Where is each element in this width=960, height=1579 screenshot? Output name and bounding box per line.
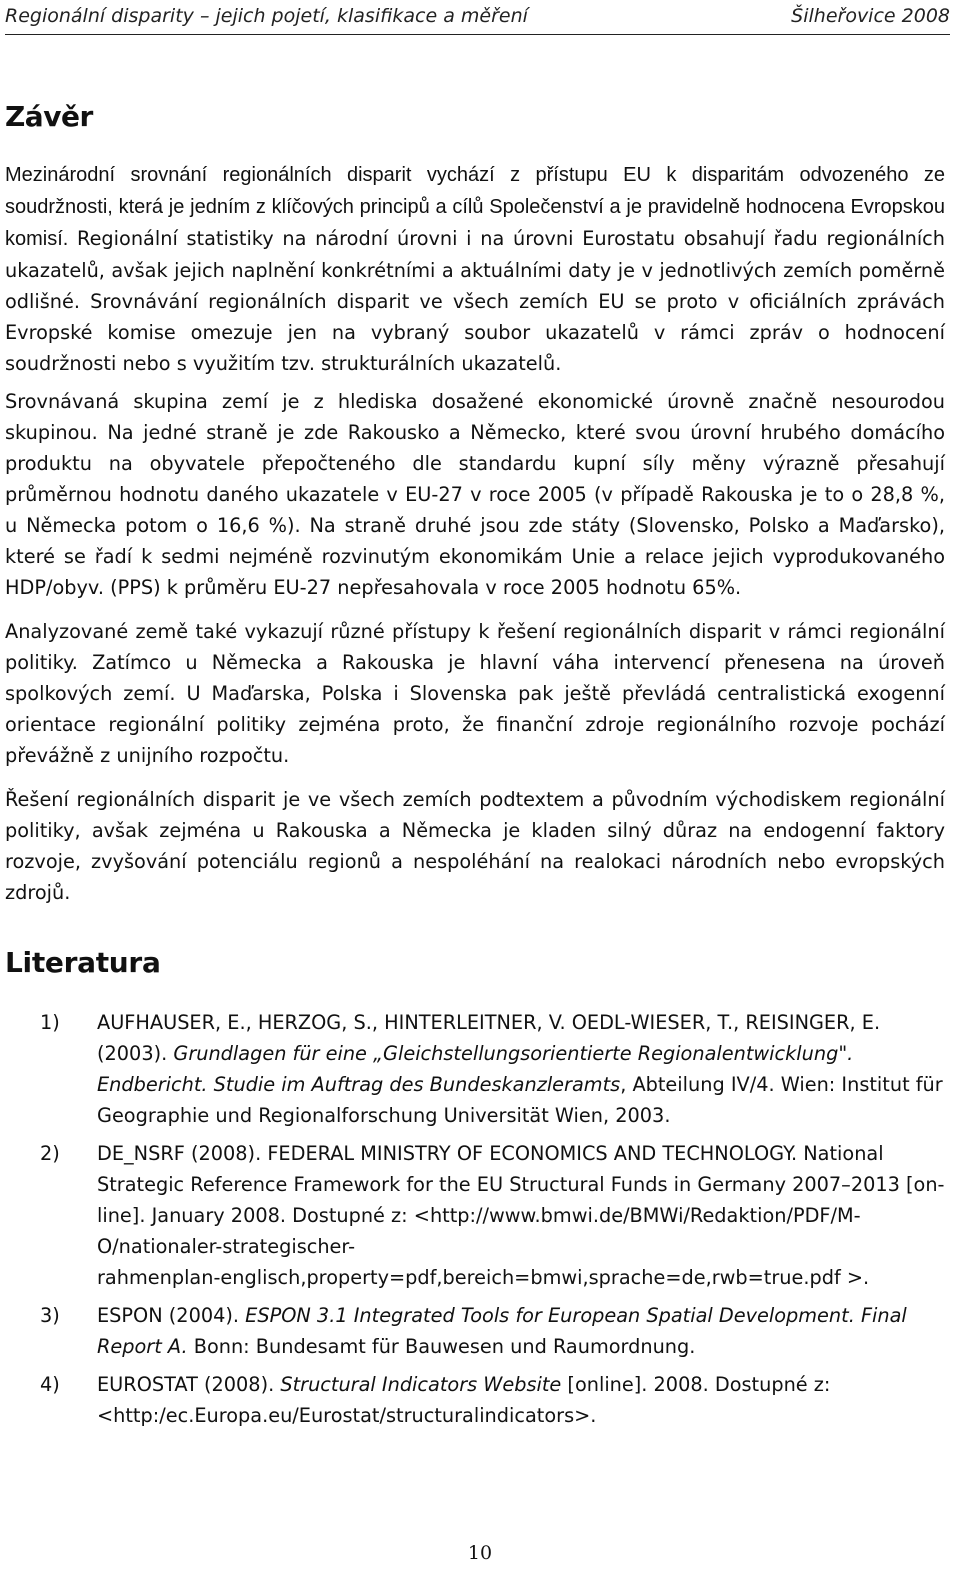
page-number: 10 [467, 1542, 493, 1564]
section-title-literature: Literatura [5, 946, 161, 979]
reference-text: DE_NSRF (2008). FEDERAL MINISTRY OF ECONOMICS AND TECHNOLOGY. National Strategic Reference Framework for the EU Structural Funds in Germany 2007–2013 [on-line]. January 2008. Dostupné z: <http://www.bmwi.de/BMWi/Redaktion/PDF/M-O/nationaler-strategischer- [97, 1142, 945, 1258]
reference-url-continued: rahmenplan-englisch,property=pdf,bereich=bmwi,sprache=de,rwb=true.pdf >. [97, 1266, 870, 1289]
section-title-conclusion: Závěr [5, 100, 93, 133]
reference-item [5, 1369, 945, 1431]
reference-title: Grundlagen für eine „Gleichstellungsorientierte Regionalentwicklung". Endbericht. Studie im Auftrag des Bundeskanzleramts [97, 1042, 854, 1096]
paragraph-1 [5, 159, 945, 379]
reference-item [5, 1138, 945, 1293]
reference-authors: ESPON (2004). [97, 1304, 246, 1327]
reference-number: 4) [40, 1373, 60, 1396]
reference-number: 1) [40, 1011, 60, 1034]
paragraph-3: Analyzované země také vykazují různé přístupy k řešení regionálních disparit v rámci regionální politiky. Zatímco u Německa a Rakouska je hlavní váha intervencí přenesena na úroveň spolkových zemí. U Maďarska, Polska i Slovenska pak ještě převládá centralistická exogenní orientace regionální politiky zejména proto, že finanční zdroje regionálního rozvoje pochází převážně z unijního rozpočtu. [5, 620, 945, 767]
reference-details: Bonn: Bundesamt für Bauwesen und Raumordnung. [187, 1335, 696, 1358]
reference-details: [online]. 2008. Dostupné z: <http:/ec.Europa.eu/Eurostat/structuralindicators>. [97, 1373, 831, 1427]
reference-authors: AUFHAUSER, E., HERZOG, S., HINTERLEITNER, V. OEDL-WIESER, T., REISINGER, E. (2003). [97, 1011, 881, 1065]
reference-title: ESPON 3.1 Integrated Tools for European Spatial Development. Final Report A. [97, 1304, 907, 1358]
header-event: Šilheřovice 2008 [791, 5, 950, 27]
reference-list [5, 1007, 945, 1431]
reference-number: 2) [40, 1142, 60, 1165]
reference-item [5, 1007, 945, 1131]
paragraph-4: Řešení regionálních disparit je ve všech zemích podtextem a původním východiskem regionální politiky, avšak zejména u Rakouska a Německa je kladen silný důraz na endogenní faktory rozvoje, zvyšování potenciálu regionů a nespoléhání na realokaci národních nebo evropských zdrojů. [5, 788, 945, 904]
header-title: Regionální disparity – jejich pojetí, klasifikace a měření [5, 5, 528, 27]
running-header [5, 2, 950, 35]
paragraph-1-rest: Regionální statistiky na národní úrovni i na úrovni Eurostatu obsahují řadu regionálních ukazatelů, avšak jejich naplnění konkrétními a aktuálními daty je v jednotlivých zemích poměrně odlišné. Srovnávání regionálních disparit ve všech zemích EU se proto v oficiálních zprávách Evropské komise omezuje jen na vybraný soubor ukazatelů v rámci zpráv o hodnocení soudržnosti nebo s využitím tzv. strukturálních ukazatelů. [5, 227, 945, 375]
reference-title: Structural Indicators Website [280, 1373, 562, 1396]
reference-authors: EUROSTAT (2008). [97, 1373, 281, 1396]
paragraph-2: Srovnávaná skupina zemí je z hlediska dosažené ekonomické úrovně značně nesourodou skupinou. Na jedné straně je zde Rakousko a Německo, které svou úrovní hrubého domácího produktu na obyvatele přepočteného dle standardu kupní síly měny výrazně přesahují průměrnou hodnotu daného ukazatele v EU-27 v roce 2005 (v případě Rakouska je to o 28,8 %, u Německa potom o 16,6 %). Na straně druhé jsou zde státy (Slovensko, Polsko a Maďarsko), které se řadí k sedmi nejméně rozvinutým ekonomikám Unie a relace jejich vyprodukovaného HDP/obyv. (PPS) k průměru EU-27 nepřesahovala v roce 2005 hodnotu 65%. [5, 390, 945, 599]
reference-details: , Abteilung IV/4. Wien: Institut für Geographie und Regionalforschung Universität Wien, 2003. [97, 1073, 943, 1127]
page-content [5, 98, 945, 1438]
paragraph-1-lead: Mezinárodní srovnání regionálních disparit vychází z přístupu EU k disparitám odvozeného ze soudržnosti, která je jedním z klíčových principů a cílů Společenství a je pravidelně hodnocena Evropskou komisí. [5, 164, 945, 250]
reference-number: 3) [40, 1304, 60, 1327]
reference-item [5, 1300, 945, 1362]
